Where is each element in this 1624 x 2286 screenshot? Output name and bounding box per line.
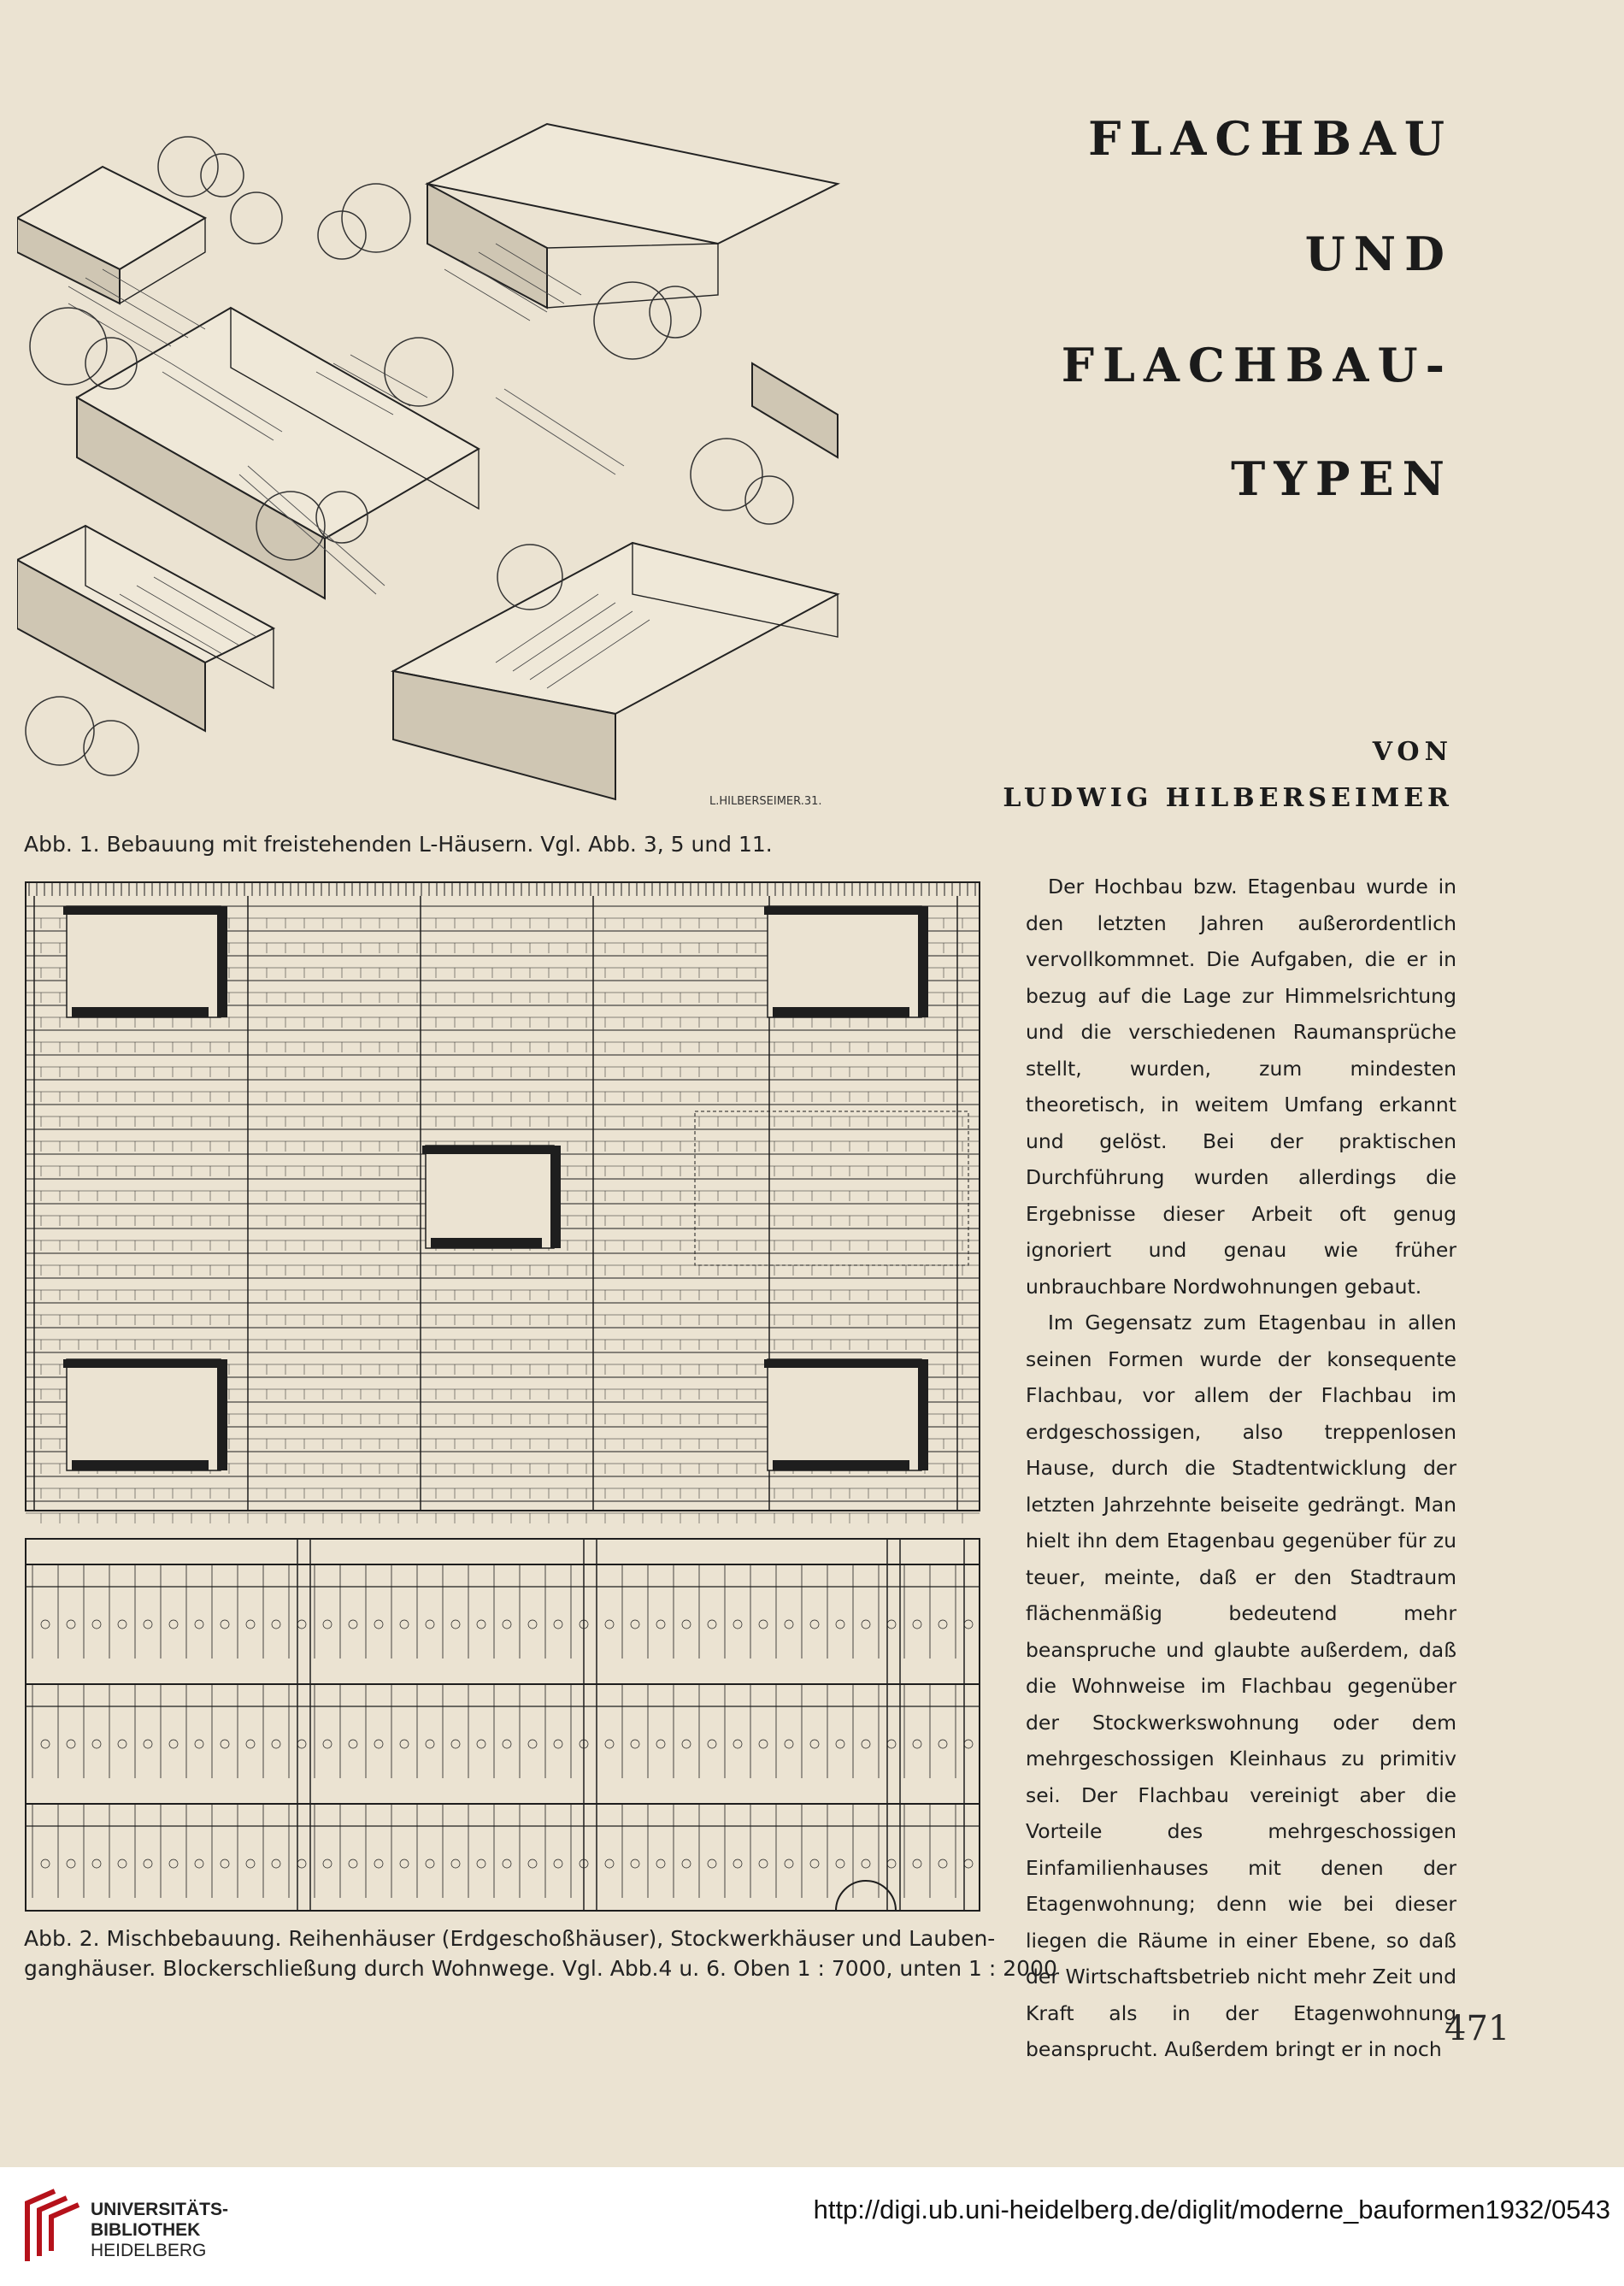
paragraph-2: Im Gegensatz zum Etagenbau in allen seinen Formen wurde der konsequente Flachbau, vor allem der Flachbau im erdgeschossigen, also treppenlosen Hause, durch die Stadtentwicklung der letzten Jahrzehnte beiseite gedrängt. Man hielt ihn dem Etagenbau gegenüber für zu teuer, meinte, daß er den Stadtraum flächenmäßig bedeutend mehr beanspruche und glaubte außerdem, daß die Wohnweise im Flachbau gegenüber der Stockwerkswohnung oder dem mehrgeschossigen Kleinhaus zu primitiv sei. Der Flachbau vereinigt aber die Vorteile des mehrgeschossigen Einfamilienhauses mit denen der Etagenwohnung; denn wie bei dieser liegen die Räume in einer Ebene, so daß der Wirtschaftsbetrieb nicht mehr Zeit und Kraft als in der Etagenwohnung beansprucht. Außerdem bringt er in noch xyxy=(1026,1311,1456,2061)
byline-author: LUDWIG HILBERSEIMER xyxy=(1003,783,1453,813)
title-line-2: UND xyxy=(1304,227,1453,281)
figure-2-caption-line-2: ganghäuser. Blockerschließung durch Wohnwege. Vgl. Abb.4 u. 6. Oben 1 : 7000, unten 1 : 2000 xyxy=(24,1956,1057,1981)
library-line-2: BIBLIOTHEK xyxy=(91,2220,201,2240)
permalink-url[interactable]: http://digi.ub.uni-heidelberg.de/diglit/moderne_bauformen1932/0543 xyxy=(813,2195,1610,2224)
article-body xyxy=(1026,869,1456,2068)
byline-von: VON xyxy=(1372,737,1453,767)
figure-2-site-plan xyxy=(24,881,981,1915)
figure-1-caption: Abb. 1. Bebauung mit freistehenden L-Häusern. Vgl. Abb. 3, 5 und 11. xyxy=(24,832,773,857)
viewer-footer xyxy=(0,2167,1624,2286)
title-line-4: TYPEN xyxy=(1231,451,1453,506)
library-line-3: HEIDELBERG xyxy=(91,2241,207,2260)
title-line-3: FLACHBAU- xyxy=(1061,338,1453,392)
figure-1-signature: L.HILBERSEIMER.31. xyxy=(709,795,822,808)
paragraph-1: Der Hochbau bzw. Etagenbau wurde in den letzten Jahren außerordentlich vervollkommnet. Die Aufgaben, die er in bezug auf die Lage zur Himmelsrichtung und die verschiedenen Raumansprüche stellt, wurden, zum mindesten theoretisch, in weitem Umfang erkannt und gelöst. Bei der praktischen Durchführung wurden allerdings die Ergebnisse dieser Arbeit oft genug ignoriert und genau wie früher unbrauchbare Nordwohnungen gebaut. xyxy=(1026,875,1456,1299)
library-line-1: UNIVERSITÄTS- xyxy=(91,2200,229,2219)
figure-2-caption-line-1: Abb. 2. Mischbebauung. Reihenhäuser (Erdgeschoßhäuser), Stockwerkhäuser und Lauben- xyxy=(24,1926,996,1951)
figure-1-drawing xyxy=(17,115,846,816)
library-logo-icon xyxy=(19,2186,82,2268)
library-name xyxy=(91,2200,228,2261)
page-number: 471 xyxy=(1445,2009,1510,2048)
title-line-1: FLACHBAU xyxy=(1088,111,1453,166)
